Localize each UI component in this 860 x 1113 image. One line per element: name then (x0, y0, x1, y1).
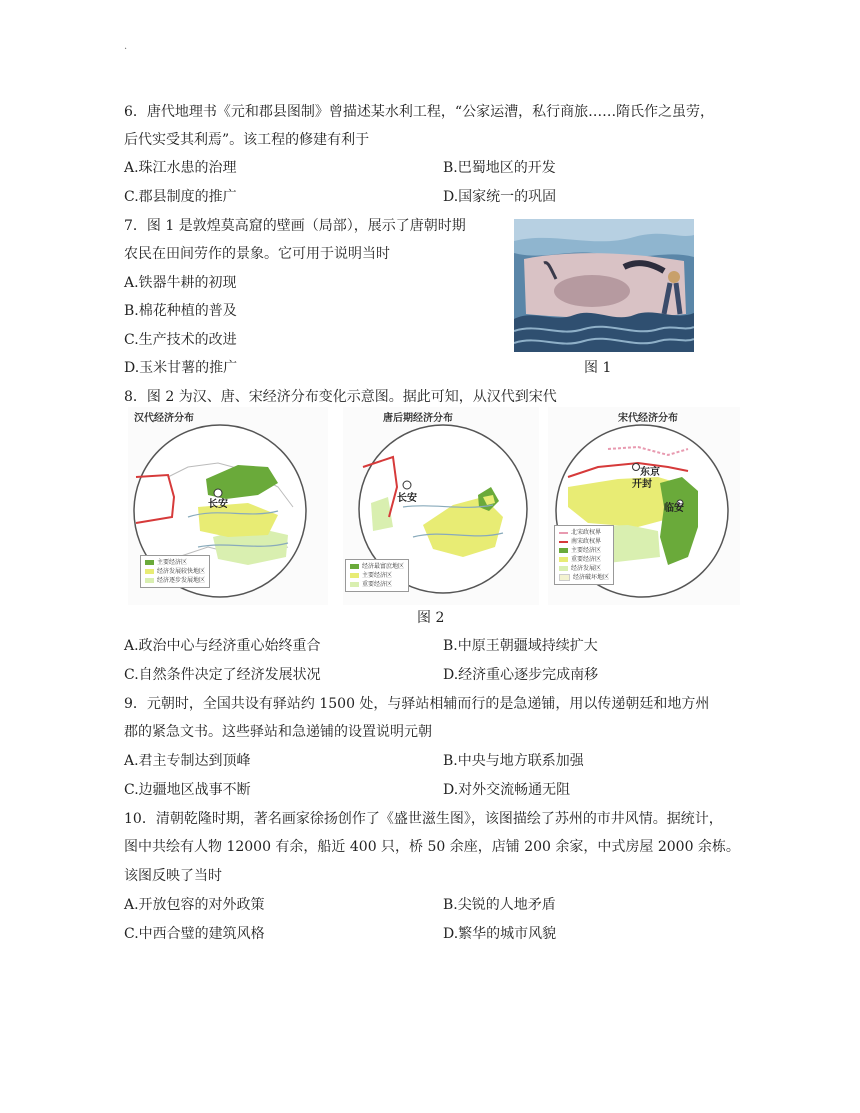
legend-swatch (559, 557, 568, 562)
q6-stem-line1: 6．唐代地理书《元和郡县图制》曾描述某水利工程，“公家运漕，私行商旅……隋氏作之虽劳， (124, 104, 715, 120)
q9-option-b[interactable]: B.中央与地方联系加强 (443, 753, 584, 769)
q8-option-c[interactable]: C.自然条件决定了经济发展状况 (124, 667, 321, 683)
q6-stem-line2: 后代实受其利焉”。该工程的修建有利于 (124, 132, 370, 148)
song-city-label-dongjing: 东京 (640, 467, 660, 478)
q8-option-a[interactable]: A.政治中心与经济重心始终重合 (124, 638, 321, 654)
mural-illustration (514, 219, 694, 352)
q10-option-c[interactable]: C.中西合璧的建筑风格 (124, 926, 265, 942)
legend-swatch (350, 582, 359, 587)
tang-city-label: 长安 (397, 493, 417, 504)
tang-map-title: 唐后期经济分布 (383, 413, 453, 424)
tang-economy-map (343, 407, 539, 605)
legend-swatch (145, 578, 154, 583)
q10-option-d[interactable]: D.繁华的城市风貌 (443, 926, 557, 942)
q9-option-c[interactable]: C.边疆地区战事不断 (124, 782, 251, 798)
legend-swatch (559, 532, 568, 534)
dunhuang-mural-figure (514, 219, 694, 352)
song-map-legend (554, 525, 614, 585)
q10-stem-line3: 该图反映了当时 (124, 868, 222, 884)
q9-stem-line2: 郡的紧急文书。这些驿站和急递铺的设置说明元朝 (124, 724, 432, 740)
q10-stem-line1: 10．清朝乾隆时期，著名画家徐扬创作了《盛世滋生图》，该图描绘了苏州的市井风情。据统计， (124, 811, 723, 827)
legend-item: 主要经济区 (350, 571, 404, 580)
q9-option-d[interactable]: D.对外交流畅通无阻 (443, 782, 571, 798)
page-dot: · (124, 44, 128, 55)
q7-option-c[interactable]: C.生产技术的改进 (124, 332, 237, 348)
legend-swatch (145, 569, 154, 574)
q6-option-d[interactable]: D.国家统一的巩固 (443, 189, 557, 205)
q7-option-a[interactable]: A.铁器牛耕的初现 (124, 275, 237, 291)
tang-map-legend (345, 559, 409, 592)
q9-option-a[interactable]: A.君主专制达到顶峰 (124, 753, 251, 769)
q6-option-a[interactable]: A.珠江水患的治理 (124, 160, 237, 176)
legend-item: 经济最富庶地区 (350, 562, 404, 571)
legend-item: 南宋政权界 (559, 537, 609, 546)
q10-option-b[interactable]: B.尖锐的人地矛盾 (443, 897, 556, 913)
q7-option-b[interactable]: B.棉花种植的普及 (124, 303, 237, 319)
legend-swatch (145, 560, 154, 565)
legend-swatch (559, 548, 568, 553)
legend-item: 重要经济区 (350, 580, 404, 589)
song-city-label-linan: 临安 (664, 503, 684, 514)
han-map-legend (140, 555, 210, 588)
q8-stem-line1: 8．图 2 为汉、唐、宋经济分布变化示意图。据此可知，从汉代到宋代 (124, 389, 557, 405)
q10-stem-line2: 图中共绘有人物 12000 有余，船近 400 只，桥 50 余座，店铺 200 余家，中式房屋 2000 余栋。 (124, 839, 740, 855)
song-map-title: 宋代经济分布 (618, 413, 678, 424)
q8-option-d[interactable]: D.经济重心逐步完成南移 (443, 667, 599, 683)
han-map-title: 汉代经济分布 (134, 413, 194, 424)
q8-option-b[interactable]: B.中原王朝疆域持续扩大 (443, 638, 598, 654)
legend-item: 经济破坏地区 (559, 573, 609, 582)
figure1-caption: 图 1 (584, 360, 612, 376)
legend-swatch (350, 573, 359, 578)
legend-swatch (559, 566, 568, 571)
q6-option-c[interactable]: C.郡县制度的推广 (124, 189, 237, 205)
song-city-label-kaifeng: 开封 (632, 479, 652, 490)
han-city-label: 长安 (208, 499, 228, 510)
song-economy-map (548, 407, 740, 605)
han-economy-map (128, 407, 328, 605)
q10-option-a[interactable]: A.开放包容的对外政策 (124, 897, 265, 913)
legend-item: 主要经济区 (145, 558, 205, 567)
q6-option-b[interactable]: B.巴蜀地区的开发 (443, 160, 556, 176)
q7-stem-line1: 7．图 1 是敦煌莫高窟的壁画（局部），展示了唐朝时期 (124, 218, 466, 234)
figure2-caption: 图 2 (417, 610, 445, 626)
q7-stem-line2: 农民在田间劳作的景象。它可用于说明当时 (124, 246, 390, 262)
legend-swatch (559, 574, 570, 581)
legend-item: 重要经济区 (559, 555, 609, 564)
q7-option-d[interactable]: D.玉米甘薯的推广 (124, 360, 238, 376)
q9-stem-line1: 9．元朝时，全国共设有驿站约 1500 处，与驿站相辅而行的是急递铺，用以传递朝廷和地方州 (124, 696, 710, 712)
legend-item: 主要经济区 (559, 546, 609, 555)
legend-swatch (350, 564, 359, 569)
legend-item: 北宋政权界 (559, 528, 609, 537)
legend-item: 经济逐步发展地区 (145, 576, 205, 585)
legend-item: 经济发展区 (559, 564, 609, 573)
legend-swatch (559, 541, 568, 543)
legend-item: 经济发展较快地区 (145, 567, 205, 576)
